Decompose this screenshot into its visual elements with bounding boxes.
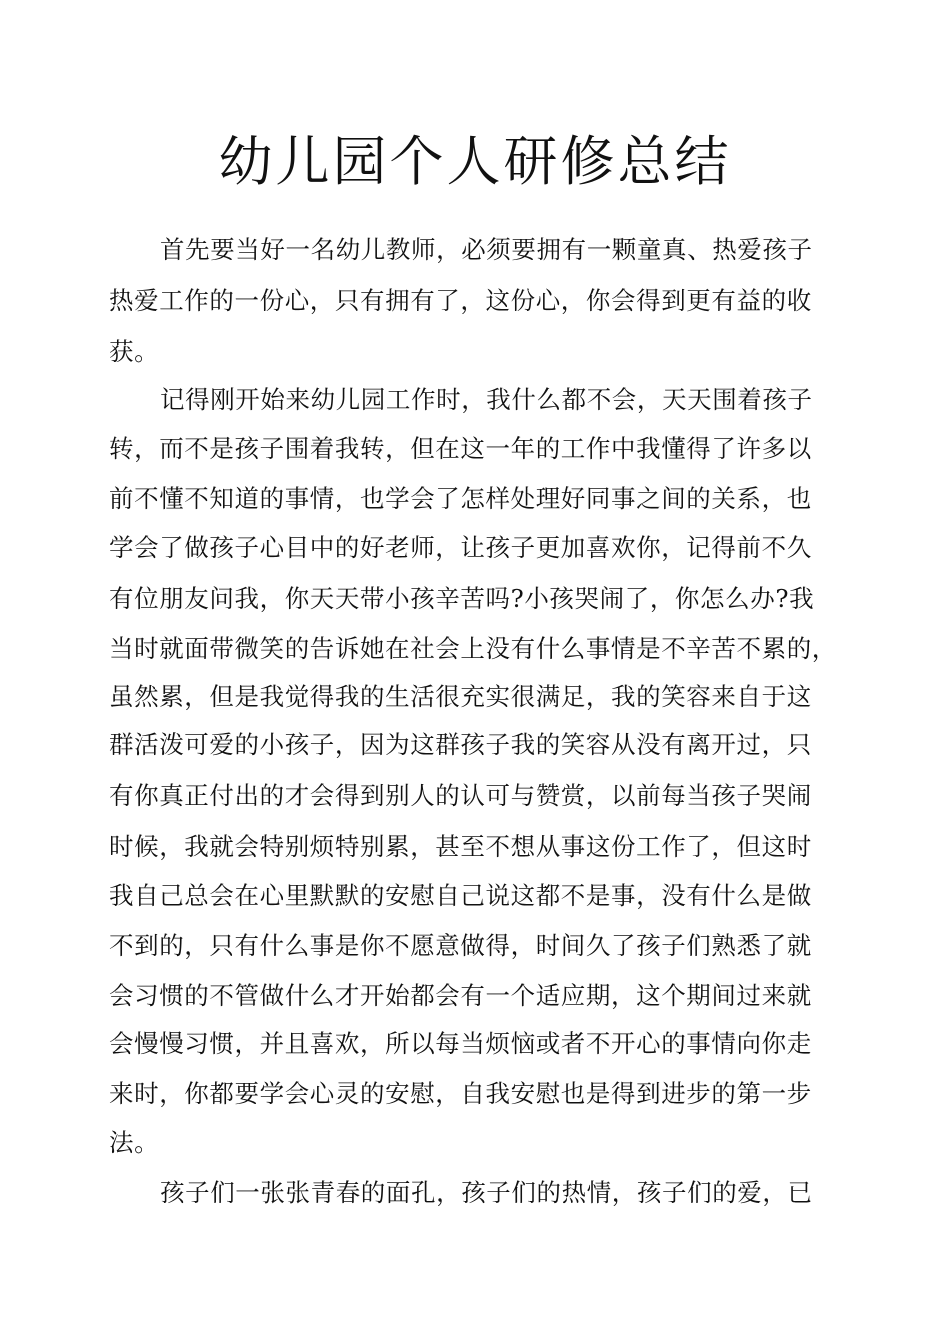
text-line: 有你真正付出的才会得到别人的认可与赞赏，以前每当孩子哭闹	[109, 781, 812, 810]
text-line: 虽然累，但是我觉得我的生活很充实很满足，我的笑容来自于这	[109, 682, 812, 711]
text-line: 不到的，只有什么事是你不愿意做得，时间久了孩子们熟悉了就	[109, 931, 812, 960]
text-line: 时候，我就会特别烦特别累，甚至不想从事这份工作了，但这时	[109, 832, 812, 861]
text-line: 学会了做孩子心目中的好老师，让孩子更加喜欢你，记得前不久	[109, 533, 812, 562]
text-line: 获。	[109, 337, 160, 366]
text-line: 前不懂不知道的事情，也学会了怎样处理好同事之间的关系，也	[109, 484, 812, 513]
text-line: 法。	[109, 1128, 160, 1157]
text-line: 孩子们一张张青春的面孔，孩子们的热情，孩子们的爱，已	[160, 1178, 813, 1207]
text-line: 会习惯的不管做什么才开始都会有一个适应期，这个期间过来就	[109, 981, 812, 1010]
document-title: 幼儿园个人研修总结	[218, 130, 732, 194]
text-line: 首先要当好一名幼儿教师，必须要拥有一颗童真、热爱孩子	[160, 235, 813, 264]
text-line: 热爱工作的一份心，只有拥有了，这份心，你会得到更有益的收	[109, 286, 812, 315]
text-line: 群活泼可爱的小孩子，因为这群孩子我的笑容从没有离开过，只	[109, 730, 812, 759]
text-line: 转，而不是孩子围着我转，但在这一年的工作中我懂得了许多以	[109, 434, 812, 463]
text-line: 会慢慢习惯，并且喜欢，所以每当烦恼或者不开心的事情向你走	[109, 1029, 812, 1058]
text-line: 来时，你都要学会心灵的安慰，自我安慰也是得到进步的第一步	[109, 1079, 812, 1108]
text-line: 我自己总会在心里默默的安慰自己说这都不是事，没有什么是做	[109, 881, 812, 910]
text-line: 当时就面带微笑的告诉她在社会上没有什么事情是不辛苦不累的，	[109, 634, 837, 663]
text-line: 有位朋友问我，你天天带小孩辛苦吗?小孩哭闹了，你怎么办?我	[109, 584, 815, 613]
text-line: 记得刚开始来幼儿园工作时，我什么都不会，天天围着孩子	[160, 385, 813, 414]
